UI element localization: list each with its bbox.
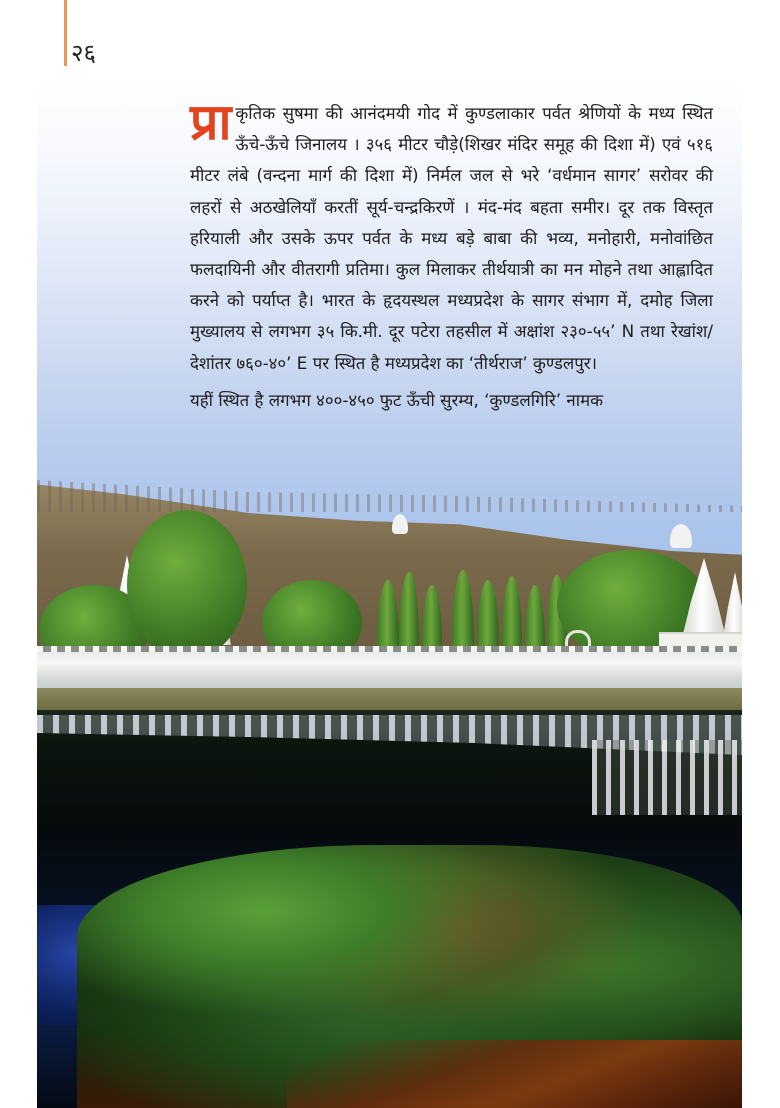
page-number-rule xyxy=(64,0,67,66)
paragraph-1-text: कृतिक सुषमा की आनंदमयी गोद में कुण्डलाकार पर्वत श्रेणियों के मध्य स्थित ऊँचे-ऊँचे जिनालय । ३५६ मीटर चौड़े(शिखर मंदिर समूह की दिशा में) एवं ५१६ मीटर लंबे (वन्दना मार्ग की दिशा में) निर्मल जल से भरे ‘वर्धमान सागर’ सरोवर की लहरों से अठखेलियाँ करतीं सूर्य-चन्द्रकिरणें । मंद-मंद बहता समीर। दूर तक विस्तृत हरियाली और उसके ऊपर पर्वत के मध्य बड़े बाबा की भव्य, मनोहारी, मनोवांछित फलदायिनी और वीतरागी प्रतिमा। कुल मिलाकर तीर्थयात्री का मन मोहने तथा आह्लादित करने को पर्याप्त है। भारत के हृदयस्थल मध्यप्रदेश के सागर संभाग में, दमोह जिला मुख्यालय से लगभग ३५ कि.मी. दूर पटेरा तहसील में अक्षांश २३०-५५’ N तथा रेखांश/देशांतर ७६०-४०’ E पर स्थित है मध्यप्रदेश का ‘तीर्थराज’ कुण्डलपुर। xyxy=(190,103,713,373)
article-text xyxy=(190,93,713,416)
red-soil xyxy=(287,1040,742,1108)
paragraph-2: यहीं स्थित है लगभग ४००-४५० फुट ऊँची सुरम्य, ‘कुण्डलगिरि’ नामक xyxy=(190,389,603,410)
temple-reflection xyxy=(592,740,742,815)
lake-bank xyxy=(37,688,742,712)
hill-scrub xyxy=(37,472,742,512)
lakeside-wall xyxy=(37,652,742,690)
hilltop-temple-right xyxy=(670,524,692,548)
page-number: २६ xyxy=(71,39,96,67)
drop-cap: प्रा xyxy=(190,93,232,151)
hilltop-temple-left xyxy=(392,514,408,534)
tree xyxy=(127,510,247,660)
paragraph-1 xyxy=(190,93,713,379)
